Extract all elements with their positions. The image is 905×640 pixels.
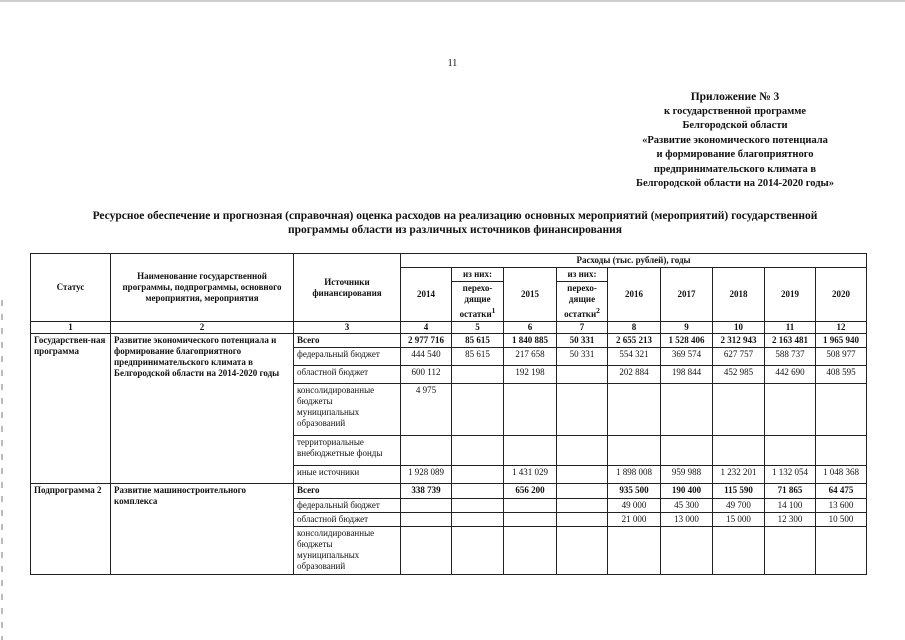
funding-source-cell: консолидированные бюджеты муниципальных образований [294,527,401,575]
amount-cell [713,436,765,466]
amount-cell [816,527,867,575]
header-carryover: перехо-дящие остатки$^1$ [452,282,504,322]
header-of-which: из них: [557,268,608,282]
funding-source-cell: иные источники [294,466,401,484]
appendix-line: Приложение № 3 [690,91,780,103]
header-sources: Источники финансирования [294,254,401,322]
amount-cell: 1 132 054 [765,466,816,484]
amount-cell: 442 690 [765,366,816,384]
amount-cell [504,436,557,466]
column-number: 7 [557,322,608,334]
amount-cell [452,484,504,499]
amount-cell: 1 232 201 [713,466,765,484]
amount-cell: 21 000 [608,513,661,527]
appendix-line: и формирование благоприятного [656,149,814,160]
amount-cell [661,384,713,436]
amount-cell [504,384,557,436]
appendix-line: Белгородской области [682,120,788,131]
column-number: 11 [765,322,816,334]
column-number: 2 [111,322,294,334]
table-row [31,334,867,348]
funding-source-cell: Всего [294,334,401,348]
column-number: 1 [31,322,111,334]
column-number: 9 [661,322,713,334]
column-number-row [31,322,867,334]
header-year: 2014 [401,268,452,322]
amount-cell [557,436,608,466]
amount-cell [452,527,504,575]
amount-cell: 2 312 943 [713,334,765,348]
status-cell: Подпрограмма 2 [31,484,111,575]
amount-cell: 190 400 [661,484,713,499]
amount-cell: 192 198 [504,366,557,384]
amount-cell [713,527,765,575]
appendix-line: предпринимательского климата в [653,163,817,175]
amount-cell: 50 331 [557,348,608,366]
funding-source-cell: Всего [294,484,401,499]
amount-cell: 656 200 [504,484,557,499]
amount-cell [504,527,557,575]
appendix-line: Белгородской области на 2014-2020 годы» [636,178,834,189]
appendix-line: «Развитие экономического потенциала [642,134,828,146]
column-number: 3 [294,322,401,334]
amount-cell [452,466,504,484]
header-of-which: из них: [452,268,504,282]
amount-cell [452,366,504,384]
funding-source-cell: областной бюджет [294,513,401,527]
header-year: 2017 [661,268,713,322]
amount-cell: 13 000 [661,513,713,527]
amount-cell: 1 898 008 [608,466,661,484]
scan-edge-left [1,300,3,640]
column-number: 5 [452,322,504,334]
amount-cell [557,499,608,513]
amount-cell: 85 615 [452,348,504,366]
column-number: 4 [401,322,452,334]
amount-cell [661,436,713,466]
funding-source-cell: областной бюджет [294,366,401,384]
amount-cell [661,527,713,575]
amount-cell: 202 884 [608,366,661,384]
column-number: 6 [504,322,557,334]
amount-cell: 2 655 213 [608,334,661,348]
amount-cell: 2 163 481 [765,334,816,348]
amount-cell: 1 431 029 [504,466,557,484]
header-year: 2016 [608,268,661,322]
status-cell: Государствен-ная программа [31,334,111,484]
amount-cell: 13 600 [816,499,867,513]
amount-cell: 64 475 [816,484,867,499]
amount-cell: 369 574 [661,348,713,366]
funding-source-cell: территориальные внебюджетные фонды [294,436,401,466]
amount-cell: 45 300 [661,499,713,513]
amount-cell [816,436,867,466]
amount-cell: 217 658 [504,348,557,366]
header-year: 2020 [816,268,867,322]
amount-cell: 115 590 [713,484,765,499]
amount-cell: 1 928 089 [401,466,452,484]
header-year: 2015 [504,268,557,322]
amount-cell: 600 112 [401,366,452,384]
column-number: 10 [713,322,765,334]
program-name-cell: Развитие машиностроительного комплекса [111,484,294,575]
amount-cell: 49 000 [608,499,661,513]
budget-table [30,253,867,575]
funding-source-cell: федеральный бюджет [294,499,401,513]
header-carryover: перехо-дящие остатки$^2$ [557,282,608,322]
page-number: 11 [447,58,458,69]
header-status: Статус [31,254,111,322]
amount-cell: 1 965 940 [816,334,867,348]
document-title [25,209,885,237]
funding-source-cell: федеральный бюджет [294,348,401,366]
funding-source-cell: консолидированные бюджеты муниципальных образований [294,384,401,436]
amount-cell: 4 975 [401,384,452,436]
amount-cell [401,436,452,466]
amount-cell [504,513,557,527]
amount-cell: 588 737 [765,348,816,366]
amount-cell: 554 321 [608,348,661,366]
amount-cell [713,384,765,436]
amount-cell [452,384,504,436]
amount-cell: 198 844 [661,366,713,384]
amount-cell [452,436,504,466]
amount-cell: 959 988 [661,466,713,484]
column-number: 12 [816,322,867,334]
amount-cell: 627 757 [713,348,765,366]
amount-cell: 508 977 [816,348,867,366]
amount-cell: 444 540 [401,348,452,366]
amount-cell [765,436,816,466]
header-year: 2019 [765,268,816,322]
amount-cell [452,499,504,513]
amount-cell: 85 615 [452,334,504,348]
amount-cell: 408 595 [816,366,867,384]
amount-cell: 15 000 [713,513,765,527]
amount-cell: 50 331 [557,334,608,348]
amount-cell: 338 739 [401,484,452,499]
amount-cell [608,436,661,466]
amount-cell: 1 528 406 [661,334,713,348]
amount-cell [608,527,661,575]
header-name: Наименование государственной программы, подпрограммы, основного мероприятия, мероприятия [111,254,294,322]
amount-cell [557,484,608,499]
amount-cell: 935 500 [608,484,661,499]
scan-edge-top [0,0,905,2]
title-line: программы области из различных источников финансирования [287,224,623,236]
amount-cell: 71 865 [765,484,816,499]
header-expenses: Расходы (тыс. рублей), годы [401,254,867,268]
amount-cell [557,527,608,575]
amount-cell [401,499,452,513]
amount-cell: 1 840 885 [504,334,557,348]
amount-cell [557,513,608,527]
program-name-cell: Развитие экономического потенциала и формирование благоприятного предпринимательского климата в Белгородской области на 2014-2020 годы [111,334,294,484]
amount-cell [401,513,452,527]
amount-cell [504,499,557,513]
amount-cell [608,384,661,436]
amount-cell: 452 985 [713,366,765,384]
amount-cell [765,384,816,436]
appendix-line: к государственной программе [663,105,807,117]
amount-cell: 14 100 [765,499,816,513]
amount-cell: 2 977 716 [401,334,452,348]
appendix-header [600,90,870,192]
title-line: Ресурсное обеспечение и прогнозная (справочная) оценка расходов на реализацию основных мероприятий (мероприятий) государственной [92,210,818,222]
amount-cell: 49 700 [713,499,765,513]
amount-cell: 12 300 [765,513,816,527]
table-row [31,484,867,499]
column-number: 8 [608,322,661,334]
amount-cell [765,527,816,575]
amount-cell [557,366,608,384]
header-year: 2018 [713,268,765,322]
amount-cell: 1 048 368 [816,466,867,484]
amount-cell [816,384,867,436]
amount-cell [401,527,452,575]
amount-cell [452,513,504,527]
amount-cell [557,466,608,484]
amount-cell [557,384,608,436]
amount-cell: 10 500 [816,513,867,527]
